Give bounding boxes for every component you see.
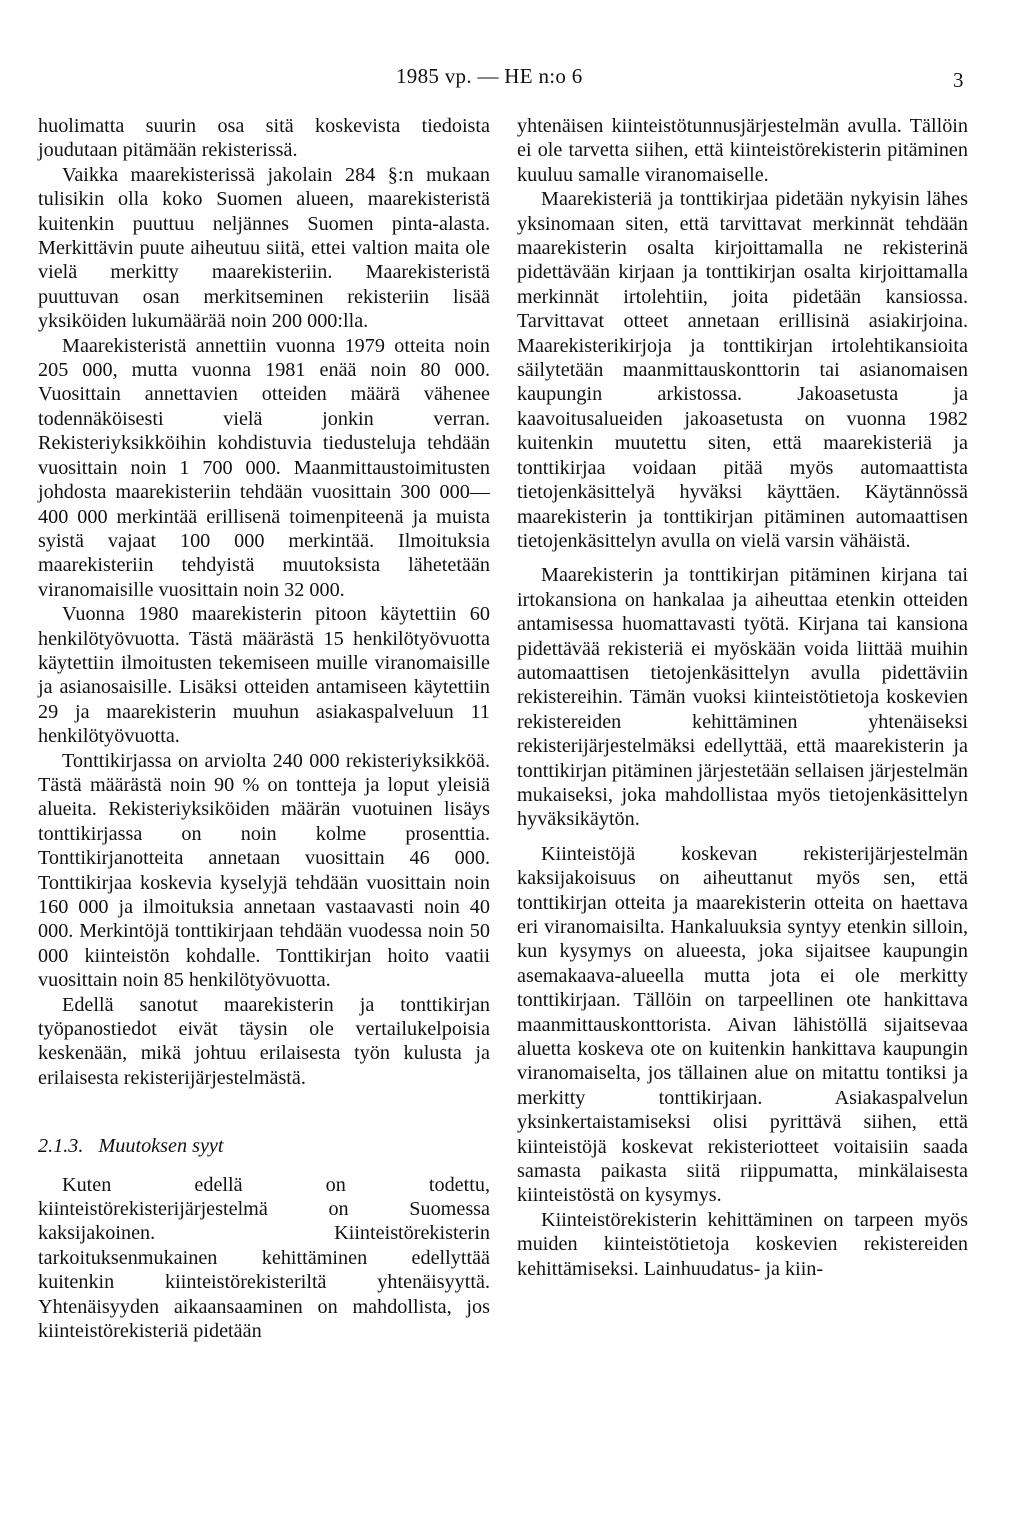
paragraph: huolimatta suurin osa sitä koskevista tiedoista joudutaan pitämään rekisterissä. <box>38 115 490 162</box>
paragraph: Maarekisteriä ja tonttikirjaa pidetään nykyisin lähes yksinomaan siten, että tarvittavat merkinnät tehdään maarekisterin osalta kirjoittamalla ne rekisterinä pidettävään kirjaan ja tonttikirjan osalta kirjoittamalla merkinnät irtolehtiin, joita pidetään kansiossa. Tarvittavat otteet annetaan erillisinä asiakirjoina. Maarekisterikirjoja ja tonttikirjan irtolehtikansioita säilytetään maanmittauskonttorin tai asianomaisen kaupungin arkistossa. Jakoasetusta ja kaavoitusalueiden jakoasetusta on vuonna 1982 kuitenkin muutettu siten, että maarekisteriä ja tonttikirjaa voidaan pitää myös automaattista tietojenkäsittelyä hyväksi käyttäen. Käytännössä maarekisterin ja tonttikirjan pitäminen automaattisen tietojenkäsittelyn avulla on vielä varsin vähäistä. <box>517 188 968 552</box>
paragraph: Vaikka maarekisterissä jakolain 284 §:n mukaan tulisikin olla koko Suomen alueen, maarekisteristä kuitenkin puuttuu neljännes Suomen pinta-alasta. Merkittävin puute aiheutuu siitä, ettei valtion maita ole vielä merkitty maarekisteriin. Maarekisteristä puuttuvan osan merkitseminen rekisteriin lisää yksiköiden lukumäärää noin 200 000:lla. <box>38 163 490 333</box>
paragraph: yhtenäisen kiinteistötunnusjärjestelmän avulla. Tällöin ei ole tarvetta siihen, että kiinteistörekisterin pitäminen kuuluu samalle viranomaiselle. <box>517 115 968 186</box>
running-title: 1985 vp. — HE n:o 6 <box>396 64 583 88</box>
section-number: 2.1.3. <box>38 1135 84 1158</box>
paragraph: Kiinteistörekisterin kehittäminen on tarpeen myös muiden kiinteistötietoja koskevien rekistereiden kehittämiseksi. Lainhuudatus- ja kiin- <box>517 1208 968 1280</box>
section-heading <box>38 1134 490 1158</box>
paragraph: Maarekisteristä annettiin vuonna 1979 otteita noin 205 000, mutta vuonna 1981 enää noin 80 000. Vuosittain annettavien otteiden määrä vähenee todennäköisesti vielä jonkin verran. Rekisteriyksikköihin kohdistuvia tiedusteluja tehdään vuosittain noin 1 700 000. Maanmittaustoimitusten johdosta maarekisteriin tehdään vuosittain 300 000—400 000 merkintää erillisenä toimenpiteenä ja muista syistä vajaat 100 000 merkintää. Ilmoituksia maarekisteriin tehdyistä muutoksista lähetetään viranomaisille vuosittain noin 32 000. <box>38 334 490 601</box>
paragraph: Kiinteistöjä koskevan rekisterijärjestelmän kaksijakoisuus on aiheuttanut myös sen, että tonttikirjan otteita ja maarekisterin otteita on haettava eri viranomaisilta. Hankaluuksia syntyy etenkin silloin, kun kysymys on alueesta, joka sijaitsee kaupungin asemakaava-alueella mutta jota ei ole merkitty tonttikirjaan. Tällöin on tarpeellinen ote hankittava maanmittauskonttorista. Aivan lähistöllä sijaitsevaa aluetta koskeva ote on kuitenkin hankittava kaupungin viranomaiselta, jos tällainen alue on mitattu tontiksi ja merkitty tonttikirjaan. Asiakaspalvelun yksinkertaistamiseksi olisi pyrittävä siihen, että kiinteistöjä koskevat rekisteriotteet voitaisiin saada samasta paikasta siitä riippumatta, minkälaisesta kiinteistöstä on kysymys. <box>517 842 968 1207</box>
paragraph: Tonttikirjassa on arviolta 240 000 rekisteriyksikköä. Tästä määrästä noin 90 % on tontteja ja loput yleisiä alueita. Rekisteriyksiköiden määrän vuotuinen lisäys tonttikirjassa on noin kolme prosenttia. Tonttikirjanotteita annetaan vuosittain 46 000. Tonttikirjaa koskevia kyselyjä tehdään vuosittain noin 160 000 ja ilmoituksia annetaan vastaavasti noin 40 000. Merkintöjä tonttikirjaan tehdään vuodessa noin 50 000 kiinteistön kohdalle. Tonttikirjan hoito vaatii vuosittain noin 85 henkilötyövuotta. <box>38 749 490 992</box>
section-title: Muutoksen syyt <box>98 1135 224 1158</box>
page-number: 3 <box>953 68 964 92</box>
paragraph: Vuonna 1980 maarekisterin pitoon käytettiin 60 henkilötyövuotta. Tästä määrästä 15 henkilötyövuotta käytettiin ilmoitusten tekemiseen muille viranomaisille ja asianosaisille. Lisäksi otteiden antamiseen käytettiin 29 ja maarekisterin muuhun asiakaspalveluun 11 henkilötyövuotta. <box>38 603 490 748</box>
paragraph: Kuten edellä on todettu, kiinteistörekisterijärjestelmä on Suomessa kaksijakoinen. Kiinteistörekisterin tarkoituksenmukainen kehittäminen edellyttää kuitenkin kiinteistörekisteriltä yhtenäisyyttä. Yhtenäisyyden aikaansaaminen on mahdollista, jos kiinteistörekisteriä pidetään <box>38 1173 490 1343</box>
paragraph: Maarekisterin ja tonttikirjan pitäminen kirjana tai irtokansiona on hankalaa ja aiheuttaa etenkin otteiden antamisessa huomattavasti työtä. Kirjana tai kansiona pidettävää rekisteriä ei myöskään voida liittää muihin automaattisen tietojenkäsittelyn avulla pidettäviin rekistereihin. Tämän vuoksi kiinteistötietoja koskevien rekistereiden kehittäminen yhtenäiseksi rekisterijärjestelmäksi edellyttää, että maarekisterin ja tonttikirjan pitäminen järjestetään sellaisen järjestelmän mukaiseksi, joka mahdollistaa myös tietojenkäsittelyn hyväksikäytön. <box>517 564 968 831</box>
left-column <box>38 114 490 1344</box>
paragraph: Edellä sanotut maarekisterin ja tonttikirjan työpanostiedot eivät täysin ole vertailukelpoisia keskenään, mikä johtuu erilaisesta työn kulusta ja erilaisesta rekisterijärjestelmästä. <box>38 993 490 1089</box>
running-header <box>0 64 1024 94</box>
right-column <box>517 114 968 1281</box>
